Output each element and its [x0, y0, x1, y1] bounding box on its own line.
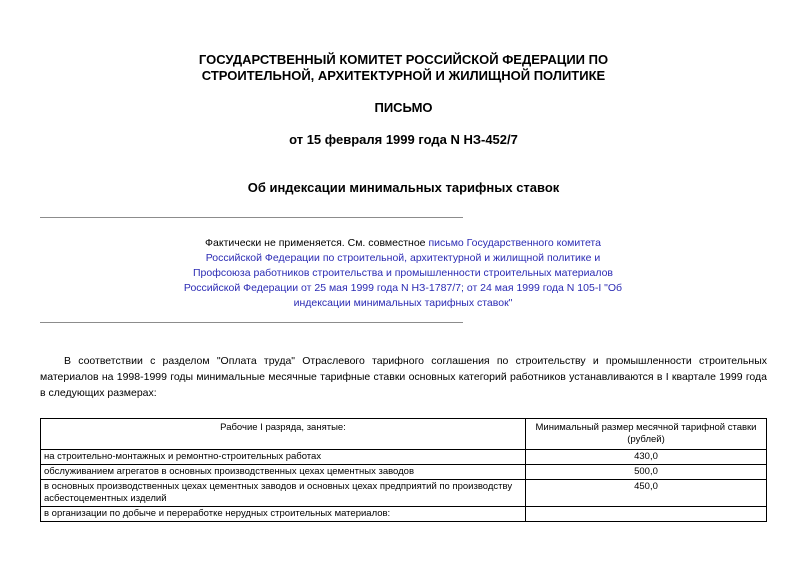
table-row [41, 480, 767, 507]
divider-top [40, 217, 463, 218]
document-subject: Об индексации минимальных тарифных ставок [247, 180, 560, 195]
column-header-workers: Рабочие I разряда, занятые: [41, 419, 526, 450]
row-label: в организации по добыче и переработке нерудных строительных материалов: [41, 507, 526, 522]
table-header-row [41, 419, 767, 450]
table-row [41, 465, 767, 480]
row-label: обслуживанием агрегатов в основных производственных цехах цементных заводов [41, 465, 526, 480]
divider-bottom [40, 322, 463, 323]
row-label: на строительно-монтажных и ремонтно-строительных работах [41, 450, 526, 465]
table-row [41, 507, 767, 522]
status-note [178, 236, 628, 311]
body-paragraph: В соответствии с разделом "Оплата труда" Отраслевого тарифного соглашения по строительству и промышленности строительных материалов на 1998-1999 годы минимальные месячные тарифные ставки основных категорий работников устанавливаются в I квартале 1999 года в следующих размерах: [40, 355, 767, 399]
issuer-title [0, 52, 807, 84]
document-date-number: от 15 февраля 1999 года N НЗ-452/7 [289, 132, 518, 147]
related-letter-link[interactable]: письмо Государственного комитета Российской Федерации по строительной, архитектурной и жилищной политике и Профсоюза работников строительства и промышленности строительных материалов Российской Федерации от 25 мая 1999 года N НЗ-1787/7; от 24 мая 1999 года N 105-I "Об индексации минимальных тарифных ставок" [183, 237, 623, 309]
row-value: 430,0 [526, 450, 767, 465]
table-row [41, 450, 767, 465]
column-header-rate: Минимальный размер месячной тарифной ставки (рублей) [526, 419, 767, 450]
row-value: 500,0 [526, 465, 767, 480]
tariff-table [40, 418, 767, 522]
status-note-text: Фактически не применяется. См. совместное [205, 237, 429, 249]
document-type: ПИСЬМО [374, 100, 433, 115]
issuer-line-2: СТРОИТЕЛЬНОЙ, АРХИТЕКТУРНОЙ И ЖИЛИЩНОЙ ПОЛИТИКЕ [201, 68, 606, 83]
row-label: в основных производственных цехах цементных заводов и основных цехах предприятий по производству асбестоцементных изделий [41, 480, 526, 507]
row-value: 450,0 [526, 480, 767, 507]
issuer-line-1: ГОСУДАРСТВЕННЫЙ КОМИТЕТ РОССИЙСКОЙ ФЕДЕРАЦИИ ПО [198, 52, 609, 67]
row-value [526, 507, 767, 522]
